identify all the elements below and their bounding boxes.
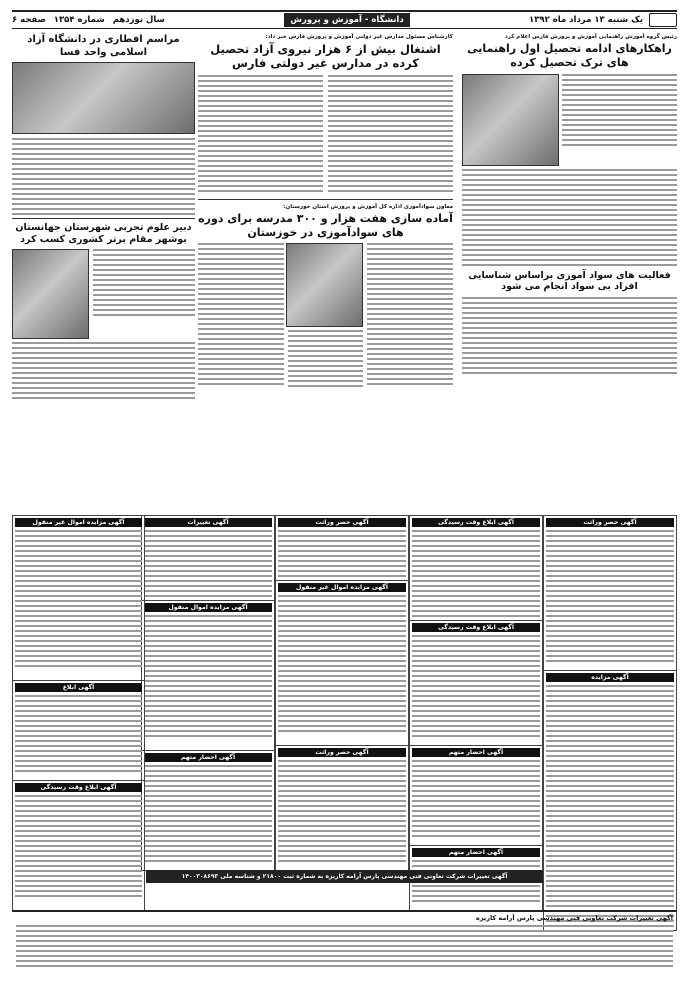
center-mid-text-c	[198, 243, 284, 390]
left-text-b	[93, 249, 195, 339]
ad-title: آگهی مزایده اموال غیر منقول	[15, 518, 142, 527]
official-photo	[286, 243, 363, 327]
center-top-text-b	[198, 75, 323, 195]
ad-title: آگهی مزایده اموال منقول	[144, 603, 272, 612]
ad-box	[409, 620, 543, 746]
right-text-a	[562, 74, 677, 166]
page-number: صفحه ۶	[12, 15, 46, 25]
center-mid-kicker: معاون سوادآموزی اداره کل آموزش و پرورش استان خوزستان:	[283, 203, 453, 210]
bottom-notice	[12, 910, 677, 974]
portrait-photo	[462, 74, 559, 166]
center-column	[198, 34, 453, 390]
ad-box	[275, 745, 409, 871]
volume-year: سال نوزدهم	[112, 15, 165, 25]
ad-title: آگهی ابلاغ وقت رسیدگی	[15, 783, 142, 792]
ad-title: آگهی مزایده اموال غیر منقول	[278, 583, 406, 592]
ad-box	[141, 750, 275, 871]
right-subhead: فعالیت های سواد آموزی براساس شناسایی افراد بی سواد انجام می شود	[468, 269, 671, 293]
section-title: دانشگاه - آموزش و پرورش	[284, 13, 409, 27]
ad-box	[141, 515, 275, 601]
center-top-kicker: کارشناس مسئول مدارس غیر دولتی آموزش و پرورش فارس خبر داد:	[265, 34, 453, 40]
left-text-c	[12, 342, 195, 399]
center-mid-headline: آماده سازی هفت هزار و ۳۰۰ مدرسه برای دوره های سوادآموزی در خوزستان	[198, 211, 453, 239]
ad-box	[141, 600, 275, 751]
ad-box	[12, 780, 145, 911]
masthead	[12, 10, 677, 29]
ad-title: آگهی حصر وراثت	[546, 518, 674, 527]
center-top-headline: اشتغال بیش از ۶ هزار نیروی آزاد تحصیل کرده در مدارس غیر دولتی فارس	[210, 42, 441, 71]
teacher-portrait-photo	[12, 249, 89, 339]
ad-box	[275, 515, 409, 581]
ad-box	[12, 680, 145, 781]
right-text-c	[462, 297, 677, 374]
right-headline: راهکارهای ادامه تحصیل اول راهنمایی های ترک تحصیل کرده	[467, 42, 672, 69]
ad-box	[543, 670, 677, 931]
company-notice-banner: آگهی تغییرات شرکت تعاونی فنی مهندسی پارس آرامه کاریزه به شماره ثبت ۲۱۸۰۰ و شناسه ملی ۱۴۰۰۳۰۸۶۹۳	[146, 870, 543, 883]
ad-title: آگهی احضار متهم	[412, 748, 540, 757]
center-mid-text-b	[288, 330, 363, 387]
ad-box	[409, 745, 543, 846]
left-headline-1: مراسم افطاری در دانشگاه آزاد اسلامی واحد فسا	[27, 34, 180, 58]
center-mid-text-a	[367, 243, 453, 390]
ad-title: آگهی ابلاغ وقت رسیدگی	[412, 623, 540, 632]
ad-box	[275, 580, 409, 746]
left-headline-2: دبیر علوم تجربی شهرستان جهانستان بوشهر مقام برتر کشوری کسب کرد	[15, 222, 192, 245]
ad-title: آگهی احضار متهم	[144, 753, 272, 762]
ad-title: آگهی حصر وراثت	[278, 518, 406, 527]
ad-title: آگهی احضار متهم	[412, 848, 540, 857]
ad-title: آگهی تغییرات	[144, 518, 272, 527]
ad-title: آگهی ابلاغ	[15, 683, 142, 692]
right-text-b	[462, 169, 677, 266]
newspaper-logo	[649, 13, 677, 27]
center-top-text-a	[328, 75, 453, 195]
ad-box	[543, 515, 677, 671]
ad-box	[12, 515, 145, 681]
left-text-a	[12, 138, 195, 215]
right-kicker: رئیس گروه آموزش راهنمایی آموزش و پرورش فارس اعلام کرد	[504, 34, 677, 40]
right-column	[462, 34, 677, 377]
issue-number: شماره ۱۳۵۴	[53, 15, 105, 25]
ad-title: آگهی مزایده	[546, 673, 674, 682]
issue-date: یک شنبه ۱۳ مرداد ماه ۱۳۹۲	[529, 15, 643, 25]
ad-title: آگهی حصر وراثت	[278, 748, 406, 757]
bottom-notice-title: آگهی تغییرات شرکت تعاونی فنی مهندسی پارس آرامه کاریزه	[475, 914, 673, 922]
iftar-ceremony-photo	[12, 62, 195, 134]
left-column	[12, 34, 195, 402]
ad-box	[409, 515, 543, 621]
ad-title: آگهی ابلاغ وقت رسیدگی	[412, 518, 540, 527]
